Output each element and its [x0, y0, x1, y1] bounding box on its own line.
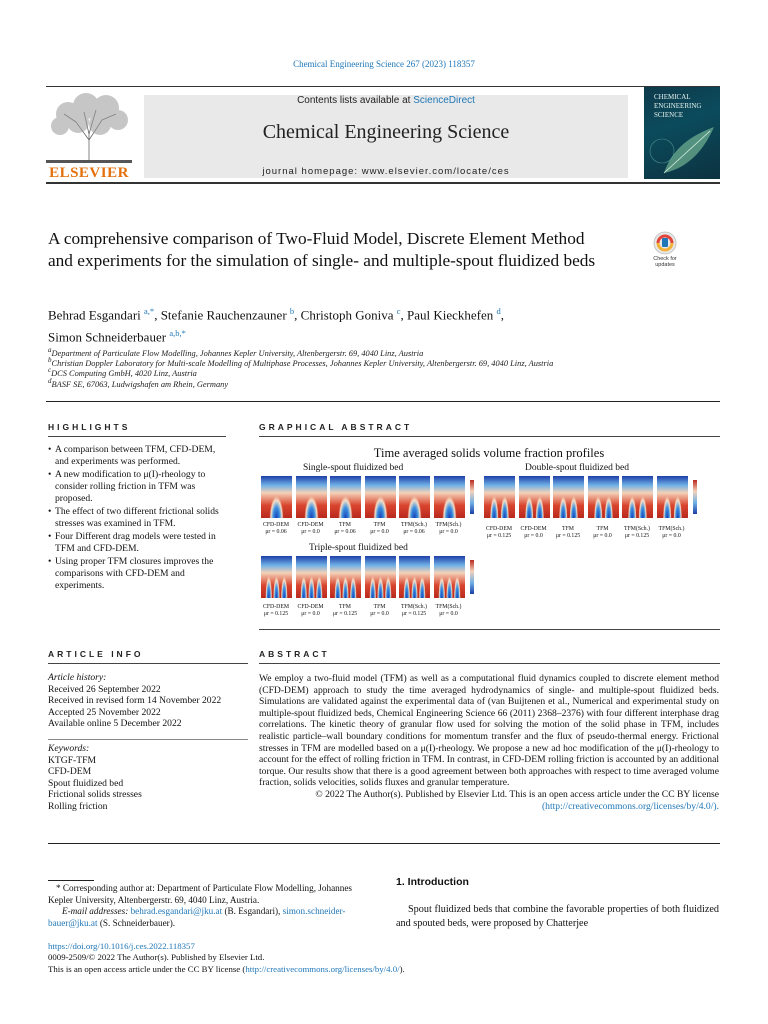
ga-panel-title-double: Double-spout fluidized bed [525, 463, 629, 473]
email-link-schneiderbauer[interactable]: simon.schneider-bauer@jku.at [48, 906, 346, 928]
issn-line: 0009-2509/© 2022 The Author(s). Published by Elsevier Ltd. [48, 952, 265, 963]
journal-title[interactable]: Chemical Engineering Science [262, 121, 510, 143]
ga-title: Time averaged solids volume fraction profiles [373, 446, 605, 460]
article-history [48, 672, 248, 730]
ga-thumbnail-label: TFM μr = 0.125 [332, 604, 358, 617]
highlight-item: • A new modification to μ(I)-rheology to consider rolling friction in TFM was proposed. [48, 469, 226, 505]
ga-thumbnail-label: CFD-DEM μr = 0.0 [297, 522, 324, 535]
keywords-block [48, 743, 248, 813]
author-name[interactable]: Paul Kieckhefen [407, 307, 494, 323]
abstract-heading: ABSTRACT [259, 649, 330, 659]
ga-thumbnail [365, 476, 396, 518]
email-link-esgandari[interactable]: behrad.esgandari@jku.at [130, 906, 223, 917]
ga-thumbnail [519, 476, 550, 518]
ga-colorbar [470, 480, 474, 514]
author-list: Behrad Esgandari $^{a,*}$, Stefanie Rauchenzauner $^b$, Christoph Goniva $^c$, Paul Kieckhefen $^d$, Simon Schneiderbauer $^{a,b,*}$ [48, 306, 505, 345]
elsevier-wordmark[interactable]: ELSEVIER [49, 165, 129, 181]
keyword: Frictional solids stresses [48, 789, 142, 801]
publication-info [48, 941, 468, 975]
author-name[interactable]: Simon Schneiderbauer [48, 329, 167, 345]
ga-thumbnail-label: TFM μr = 0.0 [593, 526, 612, 539]
header-bottom-rule [46, 182, 720, 184]
abstract-bottom-rule [48, 843, 720, 844]
keyword: Spout fluidized bed [48, 777, 124, 789]
ga-thumbnail [588, 476, 619, 518]
ga-thumbnail [553, 476, 584, 518]
ga-thumbnail [365, 556, 396, 598]
introduction-heading: 1. Introduction [396, 876, 469, 888]
journal-citation[interactable]: Chemical Engineering Science 267 (2023) 118357 [293, 59, 475, 69]
keywords-rule [48, 739, 248, 740]
affiliation-a: $^a$Department of Particulate Flow Modelling, Johannes Kepler University, Altenbergerstr. 69, 4040 Linz, Austria [48, 346, 424, 358]
ga-thumbnail-label: TFM(Sch.) μr = 0.06 [401, 522, 427, 535]
author-name[interactable]: Christoph Goniva [300, 307, 394, 323]
ga-thumbnail-label: TFM μr = 0.06 [334, 522, 356, 535]
ga-colorbar [693, 480, 697, 514]
author-sup[interactable]: a,* [144, 306, 155, 316]
corresponding-author-note [48, 883, 373, 929]
author-sup[interactable]: b [289, 306, 295, 316]
header-top-rule [46, 86, 720, 87]
history-online: Available online 5 December 2022 [48, 718, 182, 730]
affiliations-rule [46, 401, 720, 402]
highlight-item: • Using proper TFM closures improves the comparisons with CFD-DEM and experiments. [48, 556, 226, 592]
ga-thumbnail-label: TFM(Sch.) μr = 0.0 [658, 526, 685, 539]
author-sup[interactable]: c [396, 306, 401, 316]
check-for-updates-badge[interactable] [646, 229, 684, 267]
ga-thumbnail [434, 556, 465, 598]
license-link[interactable]: (http://creativecommons.org/licenses/by/4.0/). [541, 800, 719, 812]
journal-homepage[interactable]: journal homepage: www.elsevier.com/locate/ces [262, 166, 510, 177]
affiliation-d: $^d$BASF SE, 67063, Ludwigshafen am Rhein, Germany [48, 377, 229, 389]
author-sup[interactable]: a,b,* [169, 328, 186, 339]
highlights-list [48, 444, 226, 593]
ga-thumbnail [330, 476, 361, 518]
highlight-item: • The effect of two different frictional solids stresses was examined in TFM. [48, 506, 226, 530]
author-sup[interactable]: d [496, 306, 501, 316]
ga-colorbar [470, 560, 474, 594]
abstract-copyright: © 2022 The Author(s). Published by Elsevier Ltd. This is an open access article under the CC BY license (http://creativecommons.org/licenses/by/4.0/). [315, 788, 719, 812]
ga-thumbnail-label: CFD-DEM μr = 0.06 [262, 522, 290, 535]
author-name[interactable]: Stefanie Rauchenzauner [160, 307, 287, 323]
oa-license-link[interactable]: http://creativecommons.org/licenses/by/4.0/ [245, 963, 400, 974]
highlights-rule [48, 436, 226, 437]
email-addresses: E-mail addresses: behrad.esgandari@jku.at (B. Esgandari), simon.schneider-bauer@jku.at (S. Schneiderbauer). [48, 906, 346, 928]
introduction-text: Spout fluidized beds that combine the favorable properties of both fluidized and spouted beds, were proposed by Chatterjee [396, 904, 719, 929]
ga-thumbnail [261, 476, 292, 518]
ga-thumbnail-label: TFM μr = 0.125 [555, 526, 581, 539]
corresponding-author: * Corresponding author at: Department of Particulate Flow Modelling, Johannes Kepler University, Altenbergerstr. 69, 4040 Linz, Austria. [48, 883, 352, 905]
ga-thumbnail [296, 556, 327, 598]
article-title: A comprehensive comparison of Two-Fluid Model, Discrete Element Method and experiments for the simulation of single- and multiple-spout fluidized beds [48, 229, 596, 270]
sciencedirect-link[interactable]: ScienceDirect [413, 95, 475, 106]
article-info-rule [48, 663, 248, 664]
history-accepted: Accepted 25 November 2022 [48, 706, 161, 718]
history-label: Article history: [48, 672, 107, 683]
graphical-abstract-heading: GRAPHICAL ABSTRACT [259, 422, 413, 432]
journal-cover-image[interactable] [644, 87, 720, 179]
keywords-label: Keywords: [48, 743, 90, 754]
check-updates-line1: Check for [653, 256, 677, 262]
affiliation-b: $^b$Christian Doppler Laboratory for Multi-scale Modelling of Multiphase Processes, Johannes Kepler University, Altenbergerstr. 69, 4040 Linz, Austria [48, 356, 554, 368]
ga-thumbnail-label: CFD-DEM μr = 0.0 [520, 526, 547, 539]
highlights-heading: HIGHLIGHTS [48, 422, 131, 432]
ga-thumbnail [296, 476, 327, 518]
abstract-text: We employ a two-fluid model (TFM) as well as a computational fluid dynamics coupled to discrete element method (CFD-DEM) approach to study the time averaged hydrodynamics of single- and multiple-spout fluidized beds. Simulations are validated against the experimental data of (van Buijtenen et al., Numerical and experimental study on multiple-spout fluidized beds, Chemical Engineering Science 66 (2011) 2368–2376) with four different interphase drag correlations. The kinetic theory of granular flow used for solving the motion of the solid phase in TFM, includes realistic particle–wall boundary conditions for momentum transfer and the flux of pseudo-thermal energy. Frictional stresses in TFM are modelled based on a μ(I)-rheology. We propose a new ad hoc modification of the μ(I)-rheology to account for the effect of rolling friction in TFM. In contrast, in CFD-DEM rolling friction is accounted by an additional torque. Our results show that there is a good agreement between both approaches with respect to time averaged volume fraction, solids velocities, solids fluxes and granular temperature. © 2022 The Author(s). Published by Elsevier Ltd. This is an open access article under the CC BY license (http://creativecommons.org/licenses/by/4.0/). [259, 673, 719, 812]
doi-link[interactable]: https://doi.org/10.1016/j.ces.2022.118357 [48, 941, 195, 951]
check-updates-line2: updates [655, 262, 675, 267]
ga-thumbnail-label: TFM(Sch.) μr = 0.125 [624, 526, 650, 539]
keyword: CFD-DEM [48, 766, 92, 778]
open-access-line: This is an open access article under the CC BY license (http://creativecommons.org/licenses/by/4.0/). [48, 963, 405, 974]
graphical-abstract-bottom-rule [259, 629, 720, 630]
ga-thumbnail [434, 476, 465, 518]
highlight-item: • Four Different drag models were tested in TFM and CFD-DEM. [48, 531, 226, 555]
ga-thumbnail-label: CFD-DEM μr = 0.125 [262, 604, 290, 617]
keyword: KTGF-TFM [48, 754, 96, 766]
highlight-item: • A comparison between TFM, CFD-DEM, and experiments was performed. [48, 444, 226, 468]
ga-thumbnail-label: TFM(Sch.) μr = 0.0 [435, 604, 462, 617]
ga-panel-title-single: Single-spout fluidized bed [303, 463, 404, 473]
ga-thumbnail [399, 556, 430, 598]
ga-thumbnail [261, 556, 292, 598]
contents-prefix: Contents lists available at [297, 95, 414, 106]
graphical-abstract-rule [259, 436, 720, 437]
ga-thumbnail-label: TFM(Sch.) μr = 0.125 [401, 604, 427, 617]
ga-thumbnail-label: CFD-DEM μr = 0.125 [485, 526, 513, 539]
abstract-rule [259, 663, 720, 664]
contents-line [144, 95, 628, 106]
affiliation-c: $^c$DCS Computing GmbH, 4020 Linz, Austria [48, 366, 197, 378]
keyword: Rolling friction [48, 800, 108, 812]
cover-leaf-graphic [644, 123, 720, 179]
ga-thumbnail [330, 556, 361, 598]
history-received: Received 26 September 2022 [48, 683, 161, 695]
ga-thumbnail-label: CFD-DEM μr = 0.0 [297, 604, 324, 617]
ga-thumbnail-label: TFM μr = 0.0 [370, 604, 389, 617]
graphical-abstract-figure[interactable] [259, 446, 719, 626]
ga-thumbnail-label: TFM(Sch.) μr = 0.0 [435, 522, 462, 535]
author-name[interactable]: Behrad Esgandari [48, 307, 141, 323]
ga-thumbnail-label: TFM μr = 0.0 [370, 522, 389, 535]
ga-panel-title-triple: Triple-spout fluidized bed [309, 543, 408, 553]
history-revised: Received in revised form 14 November 2022 [48, 695, 222, 707]
article-info-heading: ARTICLE INFO [48, 649, 144, 659]
ga-thumbnail [622, 476, 653, 518]
ga-thumbnail [399, 476, 430, 518]
cover-title: CHEMICAL ENGINEERING SCIENCE [654, 93, 702, 119]
ga-thumbnail [657, 476, 688, 518]
footnote-rule [48, 880, 94, 881]
ga-thumbnail [484, 476, 515, 518]
